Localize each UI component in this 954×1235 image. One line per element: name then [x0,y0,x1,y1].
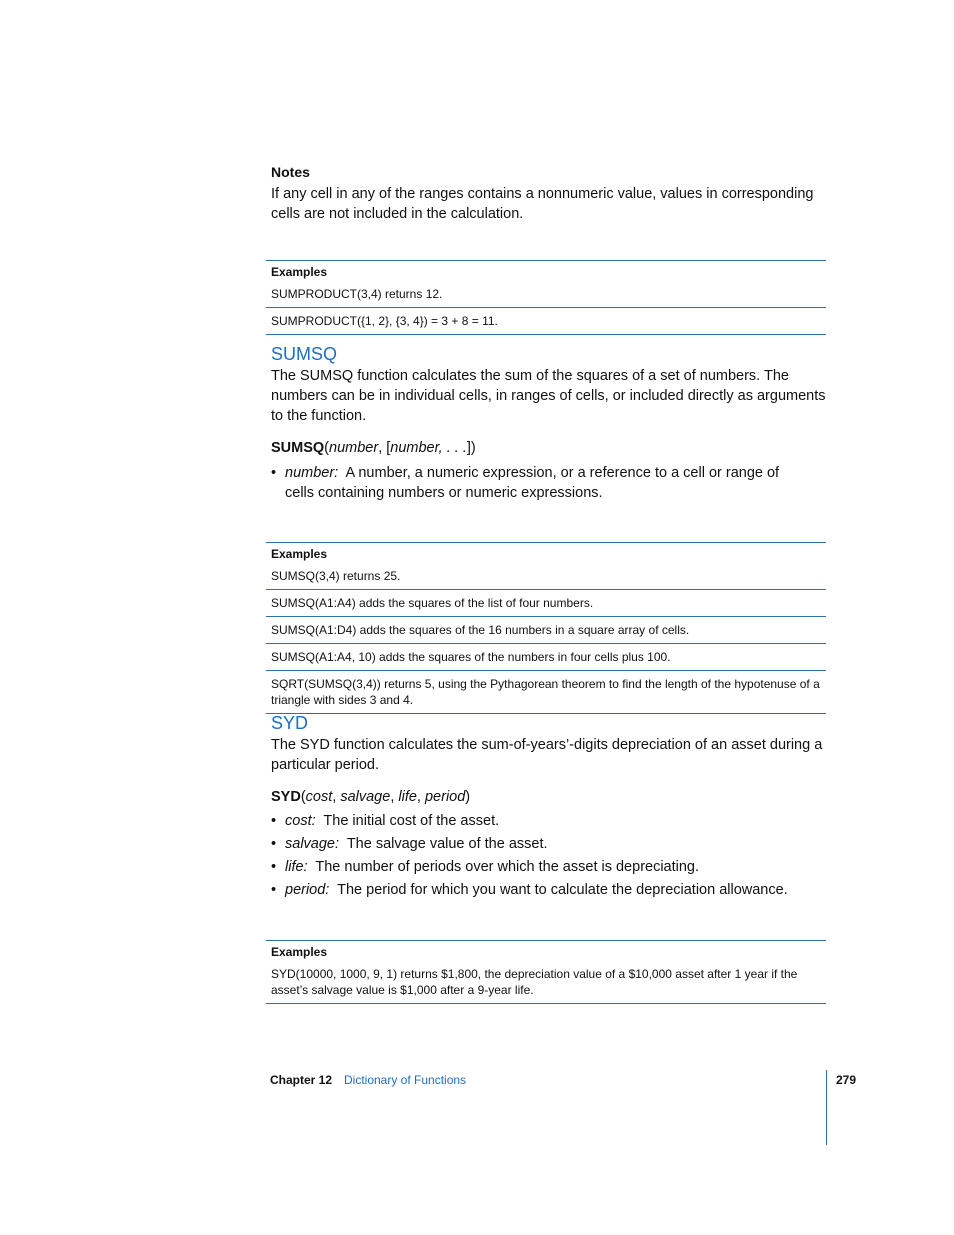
sumsq-title: SUMSQ [271,344,338,364]
syd-examples-table [266,940,826,1004]
example-row: SUMSQ(A1:A4) adds the squares of the list of four numbers. [266,589,826,616]
syd-argument-list [271,811,826,900]
examples-header: Examples [266,542,826,565]
argument-item: • cost: The initial cost of the asset. [271,813,500,829]
example-row: SQRT(SUMSQ(3,4)) returns 5, using the Pythagorean theorem to find the length of the hypotenuse of a triangle with sides 3 and 4. [266,670,826,713]
argument-name: period: [285,882,330,898]
examples-header: Examples [266,260,826,283]
sumsq-examples-table [266,542,826,714]
argument-name: salvage: [285,836,340,852]
syd-description: The SYD function calculates the sum-of-years’-digits depreciation of an asset during a particular period. [271,737,823,773]
examples-header: Examples [266,940,826,963]
argument-item: • salvage: The salvage value of the asset. [271,836,548,852]
sumsq-argument-list [271,463,811,503]
footer-chapter-title: Dictionary of Functions [344,1073,467,1087]
argument-item: • life: The number of periods over which the asset is depreciating. [271,859,700,875]
example-row: SUMSQ(A1:D4) adds the squares of the 16 numbers in a square array of cells. [266,616,826,643]
example-row: SUMPRODUCT({1, 2}, {3, 4}) = 3 + 8 = 11. [266,307,826,334]
example-row: SUMSQ(A1:A4, 10) adds the squares of the numbers in four cells plus 100. [266,643,826,670]
argument-text: The number of periods over which the asset is depreciating. [315,859,700,875]
example-row: SUMSQ(3,4) returns 25. [271,569,401,583]
syd-title: SYD [271,713,309,733]
page-number: 279 [836,1073,857,1087]
notes-heading: Notes [271,164,310,180]
syntax-arg: life [398,789,417,805]
argument-name: cost: [285,813,316,829]
argument-text: The salvage value of the asset. [346,836,548,852]
sumproduct-examples-table [266,260,826,335]
syntax-arg: period [424,789,466,805]
syntax-function-name: SYD [271,789,301,805]
example-row: SUMPRODUCT(3,4) returns 12. [271,287,443,301]
syntax-arg: number, . . . [390,440,467,456]
argument-text: A number, a numeric expression, or a reference to a cell or range of cells containing numbers or numeric expressions. [285,465,780,501]
example-row: SYD(10000, 1000, 9, 1) returns $1,800, the depreciation value of a $10,000 asset after 1 year if the asset’s salvage value is $1,000 after a 9-year life. [271,967,798,997]
syntax-arg: cost [305,789,333,805]
syntax-function-name: SUMSQ [271,440,325,456]
footer-chapter-label: Chapter 12 [270,1073,333,1087]
syd-syntax: SYD(cost, salvage, life, period) [271,789,471,805]
sumsq-syntax: SUMSQ(number, [number, . . .]) [271,440,476,456]
argument-item: • number: A number, a numeric expression, or a reference to a cell or range of cells containing numbers or numeric expressions. [271,465,780,501]
syntax-arg: number [329,440,379,456]
syntax-arg: salvage [340,789,391,805]
argument-name: life: [285,859,308,875]
sumsq-description: The SUMSQ function calculates the sum of the squares of a set of numbers. The numbers can be in individual cells, in ranges of cells, or included directly as arguments to the function. [271,368,826,424]
footer-divider [826,1070,827,1145]
argument-item: • period: The period for which you want to calculate the depreciation allowance. [271,882,788,898]
argument-name: number: [285,465,339,481]
argument-text: The initial cost of the asset. [323,813,500,829]
notes-text: If any cell in any of the ranges contains a nonnumeric value, values in corresponding cells are not included in the calculation. [271,186,814,222]
argument-text: The period for which you want to calculate the depreciation allowance. [337,882,788,898]
